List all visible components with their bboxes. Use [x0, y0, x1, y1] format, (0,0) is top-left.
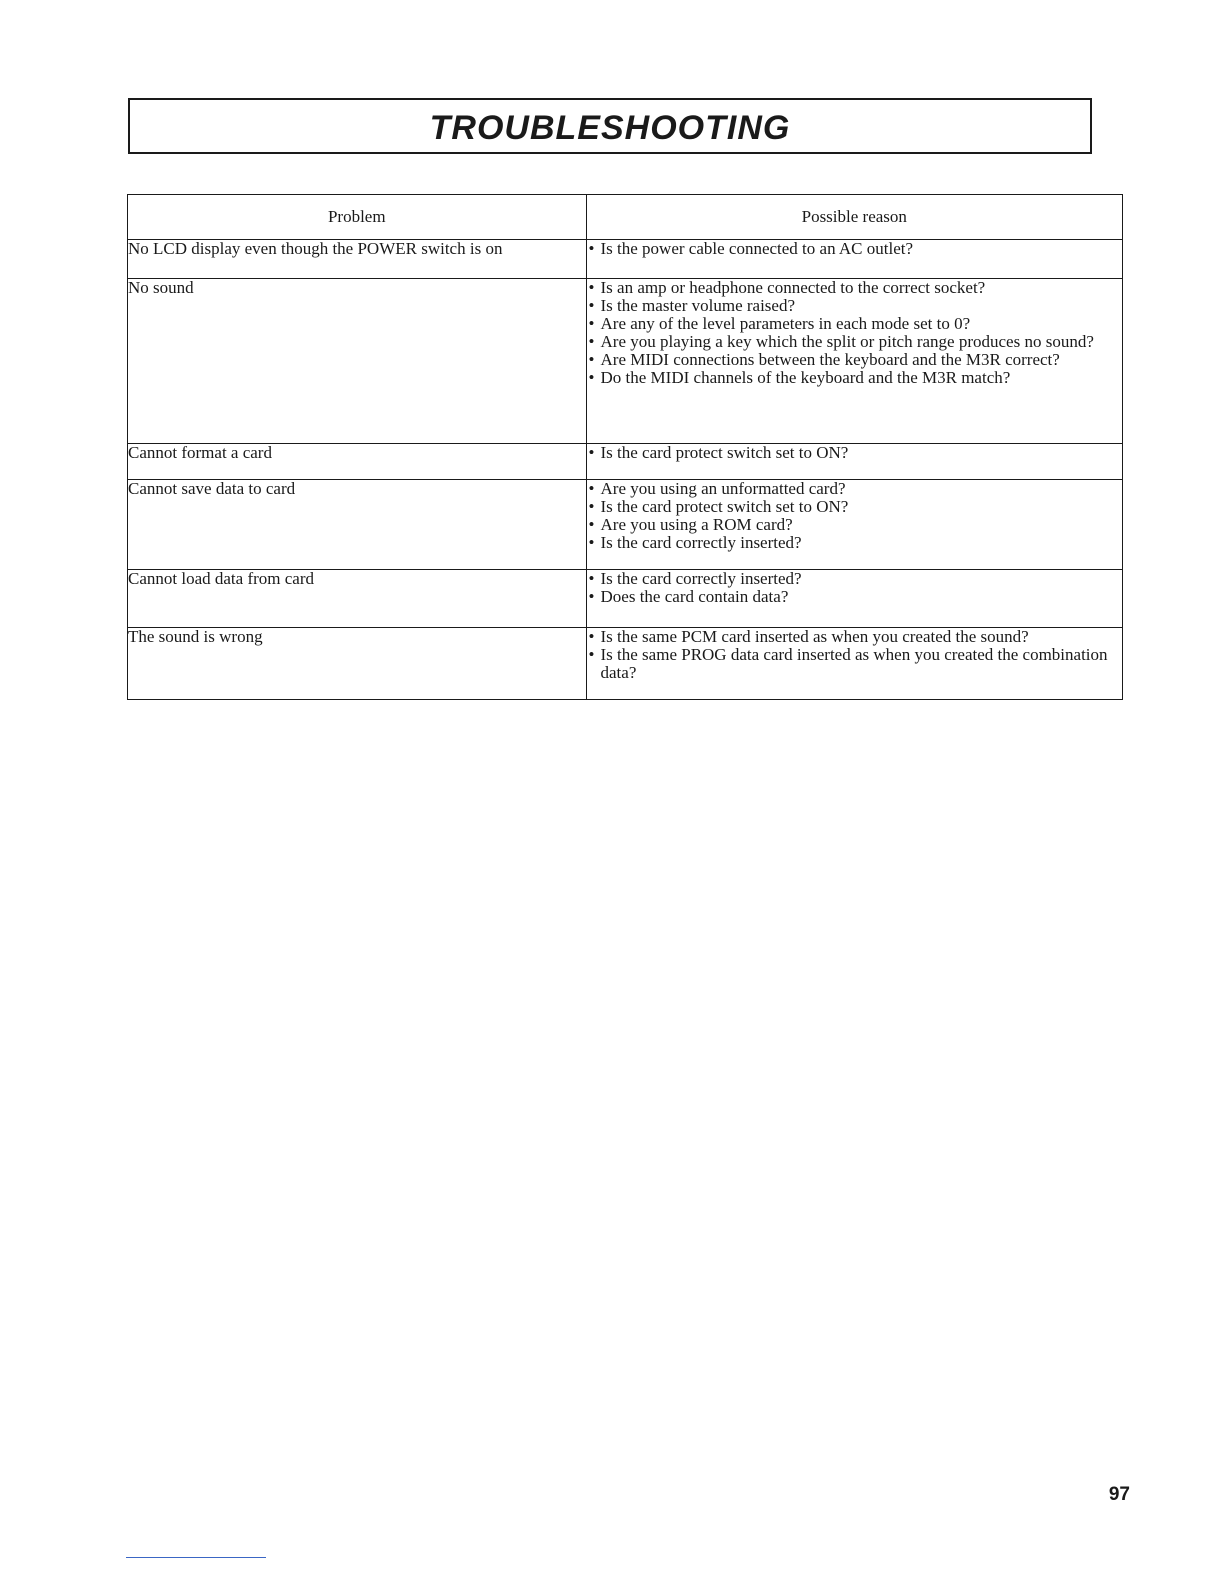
problem-cell: The sound is wrong [128, 628, 587, 700]
reason-list [587, 628, 1122, 682]
reason-list [587, 480, 1122, 552]
reason-item: • Does the card contain data? [587, 588, 1122, 606]
table-row [128, 444, 1123, 480]
table-header-row [128, 195, 1123, 240]
reason-item: • Is the card protect switch set to ON? [587, 498, 1122, 516]
table-row [128, 628, 1123, 700]
reason-list [587, 279, 1122, 387]
problem-cell: Cannot format a card [128, 444, 587, 480]
reason-item: • Is the same PROG data card inserted as when you created the combination data? [587, 646, 1122, 682]
reason-cell [586, 279, 1122, 444]
reason-cell [586, 240, 1122, 279]
reason-item: • Is the card protect switch set to ON? [587, 444, 1122, 462]
page-title: TROUBLESHOOTING [429, 109, 791, 147]
reason-item: • Are you using an unformatted card? [587, 480, 1122, 498]
reason-item: • Are MIDI connections between the keyboard and the M3R correct? [587, 351, 1122, 369]
table-row [128, 570, 1123, 628]
reason-cell [586, 444, 1122, 480]
reason-item: • Is the card correctly inserted? [587, 570, 1122, 588]
reason-item: • Is the same PCM card inserted as when you created the sound? [587, 628, 1122, 646]
reason-list [587, 570, 1122, 606]
footer-rule [126, 1557, 266, 1558]
reason-item: • Are you using a ROM card? [587, 516, 1122, 534]
title-box [128, 98, 1092, 154]
table-row [128, 480, 1123, 570]
reason-item: • Do the MIDI channels of the keyboard and the M3R match? [587, 369, 1122, 387]
problem-cell: No LCD display even though the POWER switch is on [128, 240, 587, 279]
header-problem: Problem [128, 195, 587, 240]
reason-item: • Is the card correctly inserted? [587, 534, 1122, 552]
reason-item: • Are you playing a key which the split or pitch range produces no sound? [587, 333, 1122, 351]
reason-list [587, 444, 1122, 462]
reason-cell [586, 480, 1122, 570]
problem-cell: No sound [128, 279, 587, 444]
reason-item: • Are any of the level parameters in each mode set to 0? [587, 315, 1122, 333]
problem-cell: Cannot save data to card [128, 480, 587, 570]
reason-item: • Is the power cable connected to an AC outlet? [587, 240, 1122, 258]
table-row [128, 279, 1123, 444]
reason-cell [586, 628, 1122, 700]
reason-item: • Is the master volume raised? [587, 297, 1122, 315]
reason-list [587, 240, 1122, 258]
problem-cell: Cannot load data from card [128, 570, 587, 628]
reason-cell [586, 570, 1122, 628]
header-possible-reason: Possible reason [586, 195, 1122, 240]
troubleshooting-table [127, 194, 1123, 700]
table-row [128, 240, 1123, 279]
reason-item: • Is an amp or headphone connected to the correct socket? [587, 279, 1122, 297]
page-number: 97 [1108, 1484, 1130, 1505]
